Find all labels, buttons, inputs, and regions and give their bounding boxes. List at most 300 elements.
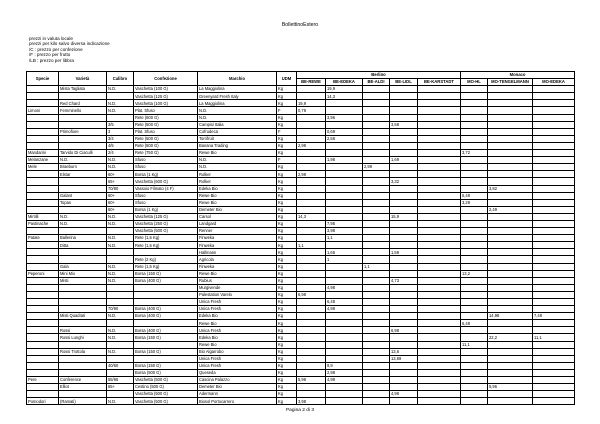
table-cell	[27, 341, 59, 348]
table-cell	[59, 228, 107, 235]
table-cell	[326, 263, 363, 270]
table-cell	[488, 121, 533, 128]
table-cell	[418, 256, 461, 263]
table-cell	[461, 107, 488, 114]
table-cell: Ballerina	[59, 235, 107, 242]
table-cell: Cofrudeca	[198, 128, 277, 135]
table-cell: Sfuso	[134, 157, 198, 164]
table-cell	[533, 348, 575, 355]
table-cell	[488, 235, 533, 242]
table-cell	[27, 242, 59, 249]
table-cell	[363, 150, 390, 157]
table-cell	[363, 93, 390, 100]
table-cell	[297, 206, 326, 213]
table-cell: Rewe Bio	[198, 341, 277, 348]
table-cell	[363, 185, 390, 192]
table-cell	[418, 178, 461, 185]
table-cell	[418, 235, 461, 242]
table-cell: Kg	[277, 93, 297, 100]
table-cell	[27, 192, 59, 199]
table-cell: Vaschetta (100 G)	[134, 86, 198, 93]
table-cell	[59, 142, 107, 149]
table-cell: Kg	[277, 377, 297, 384]
table-row	[27, 256, 575, 263]
table-cell	[363, 135, 390, 142]
table-cell	[461, 284, 488, 291]
table-cell: 1,1	[326, 235, 363, 242]
table-cell: 13,2	[461, 270, 488, 277]
table-cell	[461, 369, 488, 376]
table-cell: Kg	[277, 100, 297, 107]
table-cell	[418, 86, 461, 93]
table-row	[27, 334, 575, 341]
table-cell	[297, 114, 326, 121]
table-cell	[59, 299, 107, 306]
table-row	[27, 150, 575, 157]
table-cell	[326, 185, 363, 192]
table-cell: Sfuso	[134, 164, 198, 171]
table-cell	[533, 86, 575, 93]
header-market: BE-LIDL	[390, 79, 418, 86]
table-cell	[533, 277, 575, 284]
table-cell: Rewe Bio	[198, 199, 277, 206]
table-cell	[461, 171, 488, 178]
header-market: MO-EDEKA	[533, 79, 575, 86]
table-cell	[107, 256, 134, 263]
table-cell	[27, 206, 59, 213]
table-cell	[390, 142, 418, 149]
table-cell	[418, 284, 461, 291]
table-cell	[533, 270, 575, 277]
table-cell	[297, 384, 326, 391]
table-cell	[533, 369, 575, 376]
table-cell	[27, 327, 59, 334]
table-cell	[107, 249, 134, 256]
table-cell: Kg	[277, 291, 297, 298]
table-cell	[461, 391, 488, 398]
table-cell	[461, 256, 488, 263]
table-cell	[326, 270, 363, 277]
table-cell	[27, 362, 59, 369]
table-cell: N.D.	[107, 86, 134, 93]
table-cell	[363, 355, 390, 362]
table-cell: 13,6	[390, 348, 418, 355]
table-cell	[533, 171, 575, 178]
table-cell	[326, 213, 363, 220]
table-cell: Kg	[277, 384, 297, 391]
table-cell	[107, 114, 134, 121]
table-cell	[326, 277, 363, 284]
table-cell	[297, 320, 326, 327]
table-cell: Banana Trading	[198, 142, 277, 149]
table-cell	[297, 128, 326, 135]
table-cell	[134, 249, 198, 256]
table-row	[27, 377, 575, 384]
table-cell: 4,98	[326, 377, 363, 384]
header-market: BE-EDEKA	[326, 79, 363, 86]
header-row-groups	[27, 72, 575, 79]
table-row	[27, 341, 575, 348]
table-cell: Kg	[277, 171, 297, 178]
table-cell: Kg	[277, 348, 297, 355]
table-cell: Rete (1,5 Kg)	[134, 242, 198, 249]
table-cell: Kg	[277, 306, 297, 313]
table-cell	[533, 263, 575, 270]
table-cell: Rete (750 G)	[134, 150, 198, 157]
table-cell: N.D.	[198, 157, 277, 164]
table-cell	[418, 362, 461, 369]
table-cell	[418, 142, 461, 149]
table-cell	[418, 299, 461, 306]
table-cell	[533, 121, 575, 128]
table-cell: Borsa (400 G)	[134, 306, 198, 313]
table-row	[27, 249, 575, 256]
table-cell	[390, 291, 418, 298]
table-cell	[363, 256, 390, 263]
table-cell	[390, 86, 418, 93]
table-cell	[488, 135, 533, 142]
table-cell	[59, 341, 107, 348]
table-cell: 22,2	[488, 334, 533, 341]
table-cell: Vaschetta (125 G)	[134, 93, 198, 100]
table-row	[27, 391, 575, 398]
table-cell	[363, 213, 390, 220]
table-cell	[390, 334, 418, 341]
table-cell: Vassoio Filmato (4 F)	[134, 185, 198, 192]
table-cell: 0,79	[297, 107, 326, 114]
table-cell: 60+	[107, 199, 134, 206]
table-cell: 3,98	[326, 228, 363, 235]
table-cell	[107, 320, 134, 327]
table-cell	[488, 164, 533, 171]
table-cell	[461, 164, 488, 171]
table-cell	[390, 377, 418, 384]
table-row	[27, 355, 575, 362]
table-cell	[27, 256, 59, 263]
header-market: BE-ALDI	[363, 79, 390, 86]
table-cell: Sfuso	[134, 192, 198, 199]
table-cell: N.D.	[198, 164, 277, 171]
table-cell: 1,98	[326, 157, 363, 164]
table-cell	[461, 220, 488, 227]
table-cell: 60+	[107, 171, 134, 178]
table-cell	[418, 199, 461, 206]
table-cell	[59, 121, 107, 128]
table-cell	[27, 128, 59, 135]
table-cell	[418, 150, 461, 157]
table-cell: Vaschetta (500 G)	[134, 228, 198, 235]
table-cell	[326, 320, 363, 327]
table-cell	[390, 100, 418, 107]
table-cell	[363, 299, 390, 306]
table-cell: Demeter Bio	[198, 384, 277, 391]
table-cell	[533, 355, 575, 362]
table-cell: 60+	[107, 192, 134, 199]
table-cell	[363, 284, 390, 291]
table-cell	[297, 284, 326, 291]
table-cell	[59, 306, 107, 313]
table-cell: Kg	[277, 185, 297, 192]
table-cell: 2,99	[363, 164, 390, 171]
table-cell	[488, 249, 533, 256]
table-cell	[297, 348, 326, 355]
table-cell: Rete (500 G)	[134, 135, 198, 142]
table-cell	[418, 220, 461, 227]
table-row	[27, 128, 575, 135]
table-cell	[363, 192, 390, 199]
table-cell	[363, 199, 390, 206]
table-cell	[107, 284, 134, 291]
table-cell: Unica Fresh	[198, 299, 277, 306]
table-row	[27, 291, 575, 298]
table-cell: Kg	[277, 277, 297, 284]
table-cell: Galant	[59, 192, 107, 199]
table-cell: Kg	[277, 341, 297, 348]
table-cell	[27, 199, 59, 206]
page-footer: Pagina 2 di 3	[285, 408, 314, 413]
table-cell	[461, 291, 488, 298]
table-row	[27, 348, 575, 355]
table-cell: 70/90	[107, 306, 134, 313]
table-cell: Rewe Bio	[198, 150, 277, 157]
table-cell	[363, 362, 390, 369]
header-marchio: Marchio	[198, 72, 277, 86]
table-cell	[488, 320, 533, 327]
table-cell	[363, 377, 390, 384]
table-cell: Kg	[277, 142, 297, 149]
table-cell: Borsa (500 G)	[134, 369, 198, 376]
table-row	[27, 86, 575, 93]
table-cell	[59, 256, 107, 263]
table-cell	[326, 291, 363, 298]
table-cell	[418, 313, 461, 320]
table-cell	[297, 299, 326, 306]
table-cell: 55/65	[107, 377, 134, 384]
table-cell: N.D.	[107, 235, 134, 242]
table-cell	[418, 100, 461, 107]
table-row	[27, 114, 575, 121]
table-cell	[488, 157, 533, 164]
table-cell: Kg	[277, 391, 297, 398]
table-cell: Kg	[277, 199, 297, 206]
table-cell	[533, 206, 575, 213]
table-cell	[418, 128, 461, 135]
table-cell: Kg	[277, 228, 297, 235]
table-cell	[533, 327, 575, 334]
table-cell	[297, 228, 326, 235]
table-cell	[326, 348, 363, 355]
table-cell	[27, 178, 59, 185]
table-cell	[418, 384, 461, 391]
table-cell: Kg	[277, 313, 297, 320]
table-cell	[326, 398, 363, 405]
table-cell	[363, 114, 390, 121]
table-cell: Rossi Trottola	[59, 348, 107, 355]
table-cell	[107, 391, 134, 398]
table-cell	[363, 107, 390, 114]
table-cell	[326, 164, 363, 171]
table-cell	[533, 256, 575, 263]
table-cell: 3,98	[297, 398, 326, 405]
table-cell	[390, 341, 418, 348]
table-row	[27, 235, 575, 242]
table-cell: Borsa (1 Kg)	[134, 206, 198, 213]
table-cell: Rete (1,5 Kg)	[134, 235, 198, 242]
table-cell: Adermann	[198, 391, 277, 398]
table-cell	[488, 93, 533, 100]
table-cell	[363, 128, 390, 135]
table-cell: 3,58	[390, 121, 418, 128]
table-cell: Limoni	[27, 107, 59, 114]
table-cell	[134, 299, 198, 306]
note-line: /C : prezzo per confezione	[29, 46, 83, 52]
table-cell: Pastinache	[27, 220, 59, 227]
table-cell: Bio Algarrobo	[198, 348, 277, 355]
table-cell	[533, 398, 575, 405]
table-cell	[418, 192, 461, 199]
table-cell: Kg	[277, 164, 297, 171]
table-cell	[363, 121, 390, 128]
table-cell	[461, 263, 488, 270]
table-row	[27, 164, 575, 171]
table-cell	[297, 256, 326, 263]
table-row	[27, 192, 575, 199]
table-row	[27, 107, 575, 114]
table-cell: 14,3	[326, 93, 363, 100]
table-cell	[533, 93, 575, 100]
note-line: prezzi per kilo salvo diversa indicazione	[29, 41, 110, 47]
table-cell: N.D.	[59, 213, 107, 220]
table-cell	[488, 199, 533, 206]
table-cell	[533, 249, 575, 256]
table-cell	[297, 391, 326, 398]
table-cell	[461, 306, 488, 313]
table-cell	[533, 107, 575, 114]
table-cell: 2/4	[107, 150, 134, 157]
table-cell	[418, 171, 461, 178]
table-cell: Rossi Lunghi	[59, 334, 107, 341]
table-cell	[390, 313, 418, 320]
table-cell	[326, 121, 363, 128]
table-cell	[27, 284, 59, 291]
table-cell	[390, 220, 418, 227]
table-cell: Ditta	[59, 242, 107, 249]
table-cell	[488, 369, 533, 376]
table-cell	[488, 291, 533, 298]
table-cell: Primofiore	[59, 128, 107, 135]
table-cell: La Maggiolina	[198, 86, 277, 93]
table-cell	[533, 235, 575, 242]
table-cell	[297, 270, 326, 277]
table-cell	[488, 277, 533, 284]
table-cell: N.D.	[59, 157, 107, 164]
table-cell	[461, 178, 488, 185]
table-cell	[390, 256, 418, 263]
table-row	[27, 206, 575, 213]
table-cell: Kg	[277, 327, 297, 334]
table-cell: Vaschetta (600 G)	[134, 178, 198, 185]
table-row	[27, 157, 575, 164]
table-cell	[533, 391, 575, 398]
table-cell	[363, 369, 390, 376]
table-cell	[488, 398, 533, 405]
table-row	[27, 93, 575, 100]
table-row	[27, 362, 575, 369]
table-cell	[418, 270, 461, 277]
table-cell	[326, 178, 363, 185]
table-cell	[418, 157, 461, 164]
table-cell: Demeter Bio	[198, 206, 277, 213]
table-cell: 4/5	[107, 142, 134, 149]
table-cell	[363, 306, 390, 313]
table-cell	[461, 93, 488, 100]
table-cell	[326, 327, 363, 334]
header-monaco: Monaco	[461, 72, 575, 79]
table-cell: Plat. Sfuso	[134, 107, 198, 114]
table-row	[27, 270, 575, 277]
table-cell	[390, 185, 418, 192]
table-cell	[107, 93, 134, 100]
table-row	[27, 121, 575, 128]
table-cell: N.D.	[107, 220, 134, 227]
table-cell: Campisi Italia	[198, 121, 277, 128]
table-cell	[363, 249, 390, 256]
table-cell: 6,48	[461, 320, 488, 327]
table-cell	[418, 391, 461, 398]
table-cell: N.D.	[107, 348, 134, 355]
table-cell: F	[277, 128, 297, 135]
table-cell: 4,73	[390, 277, 418, 284]
table-cell: 6,98	[297, 291, 326, 298]
table-cell	[107, 369, 134, 376]
table-cell: Torrifruit	[198, 135, 277, 142]
table-cell: 7,48	[533, 313, 575, 320]
table-cell: Red Chard	[59, 100, 107, 107]
table-cell	[59, 206, 107, 213]
table-cell	[27, 355, 59, 362]
table-cell: Kg	[277, 220, 297, 227]
table-cell: Kg	[277, 334, 297, 341]
table-cell	[390, 192, 418, 199]
table-cell	[297, 369, 326, 376]
table-cell: 3/4	[107, 135, 134, 142]
table-cell	[59, 114, 107, 121]
table-cell: Agricola	[198, 256, 277, 263]
table-cell	[326, 171, 363, 178]
table-cell: Unica Fresh	[198, 327, 277, 334]
table-row	[27, 313, 575, 320]
table-cell: La Maggiolina	[198, 100, 277, 107]
table-cell	[461, 299, 488, 306]
table-cell: 4,98	[326, 284, 363, 291]
table-cell: 1,66	[326, 249, 363, 256]
table-cell: Kg	[277, 135, 297, 142]
table-cell: F	[277, 157, 297, 164]
table-cell	[418, 348, 461, 355]
table-cell: N.D.	[198, 107, 277, 114]
table-cell	[461, 362, 488, 369]
table-cell	[533, 164, 575, 171]
table-cell: Murgivende	[198, 284, 277, 291]
table-cell	[461, 121, 488, 128]
table-row	[27, 306, 575, 313]
table-cell	[533, 213, 575, 220]
table-cell: N.D.	[107, 277, 134, 284]
table-cell: Greenyard Fresh Italy	[198, 93, 277, 100]
table-cell: Kg	[277, 398, 297, 405]
table-cell	[134, 320, 198, 327]
table-cell	[27, 299, 59, 306]
